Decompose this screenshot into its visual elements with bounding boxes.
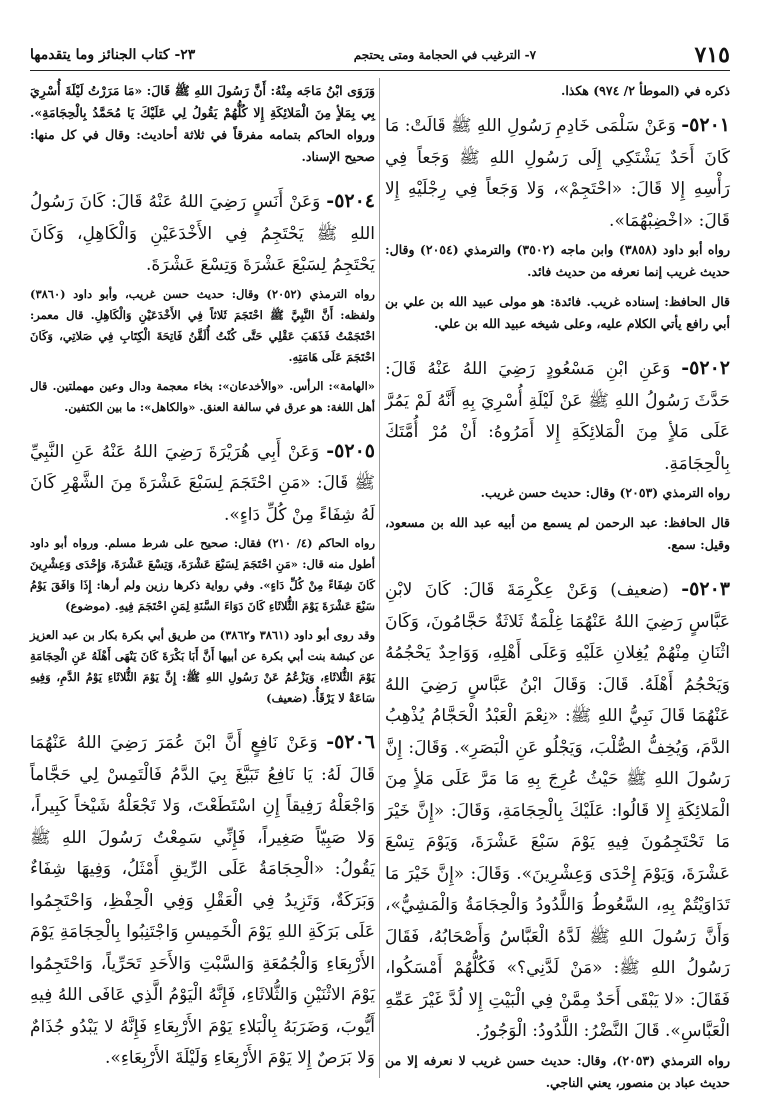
hadith-text: وَعَنْ أَنَسٍ رَضِيَ اللهُ عَنْهُ قَالَ: كَانَ رَسُولُ اللهِ ﷺ يَحْتَجِمُ فِي الأَخْدَعَيْنِ وَالْكَاهِلِ، وَكَانَ يَحْتَجِمُ لِسَبْعَ عَشْرَةَ وَتِسْعَ عَشْرَةَ. xyxy=(30,192,375,275)
hadith-number: ٥٢٠٣- xyxy=(681,578,730,600)
hadith-source: رواه الترمذي (٢٠٥٣)، وقال: حديث حسن غريب لا نعرفه إلا من حديث عباد بن منصور، يعني الناجي. xyxy=(385,1052,730,1090)
hadith-5205 xyxy=(30,436,375,532)
right-column xyxy=(385,78,730,1102)
hadith-source: رواه الترمذي (٢٠٥٢) وقال: حديث حسن غريب، وأبو داود (٣٨٦٠) ولفظه: أَنَّ النَّبِيَّ ﷺ احْتَجَمَ ثَلاثاً فِي الأَخْدَعَيْنِ وَالْكَاهِلِ. قال معمر: احْتَجَمْتُ فَذَهَبَ عَقْلِي حَتَّى كُنْتُ أُلَقَّنُ فَاتِحَةَ الْكِتَابِ فِي صَلاتِي، وَكَانَ احْتَجَمَ عَلَى هَامَتِهِ. xyxy=(30,286,375,364)
hadith-5202 xyxy=(385,353,730,480)
hadith-text: وَعَنِ ابْنِ مَسْعُودٍ رَضِيَ اللهُ عَنْهُ قَالَ: حَدَّثَ رَسُولُ اللهِ ﷺ عَنْ لَيْلَةِ أُسْرِيَ بِهِ أَنَّهُ لَمْ يَمُرَّ عَلَى مَلأٍ مِنَ الْمَلائِكَةِ إِلا أَمَرُوهُ: أَنْ مُرْ أُمَّتَكَ بِالْحِجَامَةِ. xyxy=(385,359,730,474)
hadith-text: وَعَنْ نَافِعٍ أَنَّ ابْنَ عُمَرَ رَضِيَ اللهُ عَنْهُمَا قَالَ لَهُ: يَا نَافِعُ تَبَيَّغَ بِيَ الدَّمُ فَالْتَمِسْ لِي حَجَّاماً وَاجْعَلْهُ رَفِيقاً إِنِ اسْتَطَعْتَ، وَلا تَجْعَلْهُ شَيْخاً كَبِيراً، وَلا صَبِيّاً صَغِيراً، فَإِنِّي سَمِعْتُ رَسُولَ اللهِ ﷺ يَقُولُ: «الْحِجَامَةُ عَلَى الرِّيقِ أَمْثَلُ، وَفِيهَا شِفَاءٌ وَبَرَكَةٌ، وَتَزِيدُ فِي الْعَقْلِ وَفِي الْحِفْظِ، وَاحْتَجِمُوا عَلَى بَرَكَةِ اللهِ يَوْمَ الْخَمِيسِ وَاجْتَنِبُوا بِالْحِجَامَةِ يَوْمَ الأَرْبِعَاءِ وَالْجُمُعَةِ وَالسَّبْتِ وَالأَحَدِ تَحَرِّياً، وَاحْتَجِمُوا يَوْمَ الاثْنَيْنِ وَالثُّلاثَاءِ، فَإِنَّهُ الْيَوْمُ الَّذِي عَافَى اللهُ فِيهِ أَيُّوبَ، وَضَرَبَهُ بِالْبَلاءِ يَوْمَ الأَرْبِعَاءِ فَإِنَّهُ لا يَبْدُو جُذَامٌ وَلا بَرَصٌ إِلا يَوْمَ الأَرْبِعَاءِ وَلَيْلَةَ الأَرْبِعَاءِ». xyxy=(30,733,375,1068)
intro-note: ذكره في (الموطأ ٢/ ٩٧٤) هكذا. xyxy=(560,83,730,98)
hadith-5204 xyxy=(30,186,375,282)
extra-note: وقد روى أبو داود (٣٨٦١ و٣٨٦٢) من طريق أبي بكرة بكار بن عبد العزيز عن كبشة بنت أبي بكرة عن أبيها أَنَّ أَبَا بَكْرَةَ كَانَ يَنْهَى أَهْلَهُ عَنِ الْحِجَامَةِ يَوْمَ الثُّلاثَاءِ، وَيَزْعُمُ عَنْ رَسُولِ اللهِ ﷺ: إِنَّ يَوْمَ الثُّلاثَاءِ يَوْمُ الدَّمِ، وَفِيهِ سَاعَةٌ لا يَرْقَأُ. (ضعيف) xyxy=(30,628,376,705)
hadith-text: (ضعيف) وَعَنْ عِكْرِمَةَ قَالَ: كَانَ لابْنِ عَبَّاسٍ رَضِيَ اللهُ عَنْهُمَا غِلْمَةٌ ثَلاثَةٌ حَجَّامُونَ، وَكَانَ اثْنَانِ مِنْهُمْ يُغِلانِ عَلَيْهِ وَعَلَى أَهْلِهِ، وَوَاحِدٌ يَحْجُمُهُ وَيَحْجُمُ أَهْلَهُ. قَالَ: وَقَالَ ابْنُ عَبَّاسٍ رَضِيَ اللهُ عَنْهُمَا قَالَ نَبِيُّ اللهِ ﷺ: «نِعْمَ الْعَبْدُ الْحَجَّامُ يُذْهِبُ الدَّمَ، وَيُخِفُّ الصُّلْبَ، وَيَجْلُو عَنِ الْبَصَرِ». وَقَالَ: إِنَّ رَسُولَ اللهِ ﷺ حَيْثُ عُرِجَ بِهِ مَا مَرَّ عَلَى مَلأٍ مِنَ الْمَلائِكَةِ إِلا قَالُوا: عَلَيْكَ بِالْحِجَامَةِ، وَقَالَ: «إِنَّ خَيْرَ مَا تَحْتَجِمُونَ فِيهِ يَوْمَ سَبْعَ عَشْرَةَ، وَيَوْمَ تِسْعَ عَشْرَةَ، وَيَوْمَ إِحْدَى وَعِشْرِينَ». وَقَالَ: «إِنَّ خَيْرَ مَا تَدَاوَيْتُمْ بِهِ، السَّعُوطُ وَاللَّدُودُ وَالْحِجَامَةُ وَالْمَشِيُّ»، وَأَنَّ رَسُولَ اللهِ ﷺ لَدَّهُ الْعَبَّاسُ وَأَصْحَابُهُ، فَقَالَ رَسُولُ اللهِ ﷺ: «مَنْ لَدَّنِي؟» فَكُلُّهُمْ أَمْسَكُوا، فَقَالَ: «لا يَبْقَى أَحَدٌ مِمَّنْ فِي الْبَيْتِ إِلا لُدَّ غَيْرَ عَمِّهِ الْعَبَّاسِ». قَالَ النَّضْرُ: اللَّدُودُ: الْوَجُورُ. xyxy=(385,580,730,1041)
column-divider xyxy=(379,78,380,1078)
hadith-5203 xyxy=(385,574,730,1048)
hadith-text: وَعَنْ أَبِي هُرَيْرَةَ رَضِيَ اللهُ عَنْهُ عَنِ النَّبِيِّ ﷺ قَالَ: «مَنِ احْتَجَمَ لِسَبْعَ عَشْرَةَ مِنَ الشَّهْرِ كَانَ لَهُ شِفَاءً مِنْ كُلِّ دَاءٍ». xyxy=(30,441,375,525)
page-number: ٧١٥ xyxy=(694,42,730,68)
hadith-number: ٥٢٠٤- xyxy=(326,190,376,212)
page-header xyxy=(30,40,730,71)
hadith-number: ٥٢٠٢- xyxy=(681,357,730,379)
hadith-number: ٥٢٠٥- xyxy=(326,439,375,462)
hadith-number: ٥٢٠٦- xyxy=(326,731,375,753)
hadith-source: رواه الحاكم (٤/ ٢١٠) فقال: صحيح على شرط مسلم. ورواه أبو داود أطول منه قال: «مَنِ احْتَجَمَ لِسَبْعَ عَشْرَةَ، وَتِسْعَ عَشْرَةَ، وَإِحْدَى وَعِشْرِينَ كَانَ شِفَاءً مِنْ كُلِّ دَاءٍ». وفي رواية ذكرها رزين ولم أرها: إِذَا وَافَقَ يَوْمُ سَبْعَ عَشْرَةَ يَوْمَ الثُّلاثَاءِ كَانَ دَوَاءَ السَّنَةِ لِمَنِ احْتَجَمَ فِيهِ. (موضوع) xyxy=(30,536,376,613)
hadith-source: رواه الترمذي (٢٠٥٣) وقال: حديث حسن غريب. xyxy=(480,485,730,500)
hadith-5206 xyxy=(30,727,375,1075)
hadith-5201 xyxy=(385,110,730,237)
hadith-number: ٥٢٠١- xyxy=(681,114,730,136)
hafiz-comment: قال الحافظ: عبد الرحمن لم يسمع من أبيه عبد الله بن مسعود، وقيل: سمع. xyxy=(385,515,730,552)
left-column xyxy=(30,78,375,1075)
running-title: ٧- الترغيب في الحجامة ومتى يحتجم xyxy=(353,48,537,62)
continuation-text: وَرَوَى ابْنُ مَاجَه مِنْهُ: أَنَّ رَسُولَ اللهِ ﷺ قَالَ: «مَا مَرَرْتُ لَيْلَةَ أُسْرِيَ بِي بِمَلأٍ مِنَ الْمَلائِكَةِ إِلا كُلُّهُمْ يَقُولُ لِي عَلَيْكَ يَا مُحَمَّدُ بِالْحِجَامَةِ». ورواه الحاكم بتمامه مفرقاً في ثلاثة أحاديث: وقال في كل منها: صحيح الإسناد. xyxy=(30,83,375,164)
hadith-text: وَعَنْ سَلْمَى خَادِمِ رَسُولِ اللهِ ﷺ قَالَتْ: مَا كَانَ أَحَدٌ يَشْتَكِي إِلَى رَسُولِ اللهِ ﷺ وَجَعاً فِي رَأْسِهِ إِلا قَالَ: «احْتَجِمْ»، وَلا وَجَعاً فِي رِجْلَيْهِ إِلا قَالَ: «اخْضِبْهُمَا». xyxy=(385,116,730,231)
hadith-source: رواه أبو داود (٣٨٥٨) وابن ماجه (٣٥٠٢) والترمذي (٢٠٥٤) وقال: حديث غريب إنما نعرفه من حديث فائد. xyxy=(385,242,730,279)
gloss-note: «الهامة»: الرأس. «والأخدعان»: بخاء معجمة ودال وعين مهملتين. قال أهل اللغة: هو عرق في سالفة العنق. «والكاهل»: ما بين الكتفين. xyxy=(30,378,375,414)
hafiz-comment: قال الحافظ: إسناده غريب. فائدة: هو مولى عبيد الله بن علي بن أبي رافع يأتي الكلام عليه، وعلى شيخه عبيد الله بن علي. xyxy=(385,294,730,331)
book-title: ٢٣- كتاب الجنائز وما يتقدمها xyxy=(30,47,196,63)
